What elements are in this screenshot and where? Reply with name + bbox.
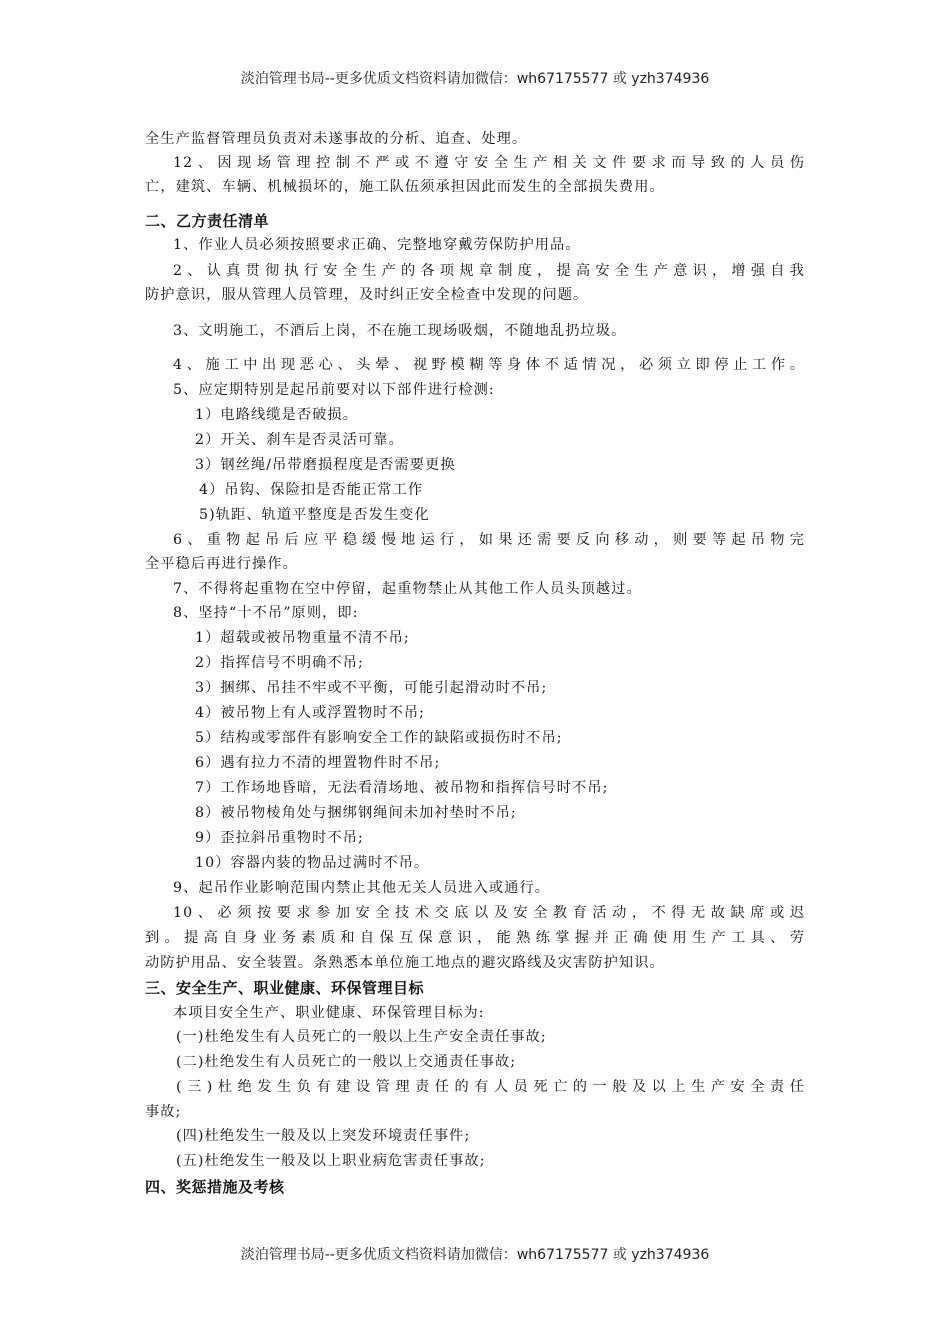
list-item: 3）捆绑、吊挂不牢或不平衡，可能引起滑动时不吊; [195,680,548,696]
list-item: 1）超载或被吊物重量不清不吊; [195,630,410,646]
list-item: (二)杜绝发生有人员死亡的一般以上交通责任事故; [176,1054,517,1070]
paragraph-line: 防护意识，服从管理人员管理，及时纠正安全检查中发现的问题。 [145,287,589,303]
paragraph-line: 7、不得将起重物在空中停留，起重物禁止从其他工作人员头顶越过。 [173,581,642,597]
section-heading: 三、安全生产、职业健康、环保管理目标 [145,979,425,997]
page-header: 淡泊管理书局--更多优质文档资料请加微信：wh67175577 或 yzh374936 [240,71,710,87]
list-item: 9）歪拉斜吊重物时不吊; [195,830,364,846]
page-footer: 淡泊管理书局--更多优质文档资料请加微信：wh67175577 或 yzh374936 [240,1247,710,1263]
list-item: 7）工作场地昏暗，无法看清场地、被吊物和指挥信号时不吊; [195,780,609,796]
list-item: (五)杜绝发生一般及以上职业病危害责任事故; [176,1153,486,1169]
paragraph-line: 全生产监督管理员负责对未遂事故的分析、追查、处理。 [145,131,528,147]
paragraph-line: 3、文明施工，不酒后上岗，不在施工现场吸烟，不随地乱扔垃圾。 [173,323,627,339]
list-item: 2）开关、刹车是否灵活可靠。 [195,432,404,448]
list-item: (一)杜绝发生有人员死亡的一般以上生产安全责任事故; [176,1029,547,1045]
list-item: 8）被吊物棱角处与捆绑钢绳间未加衬垫时不吊; [195,805,517,821]
paragraph-line: 9、起吊作业影响范围内禁止其他无关人员进入或通行。 [173,880,551,896]
paragraph-line: 动防护用品、安全装置。条熟悉本单位施工地点的避灾路线及灾害防护知识。 [145,955,665,971]
paragraph-line: 事故; [145,1104,182,1120]
list-item: 4）被吊物上有人或浮置物时不吊; [195,705,426,721]
list-item: 5)轨距、轨道平整度是否发生变化 [199,507,430,523]
list-item: 3）钢丝绳/吊带磨损程度是否需要更换 [195,457,456,473]
section-heading: 二、乙方责任清单 [145,212,270,230]
list-item: (四)杜绝发生一般及以上突发环境责任事件; [176,1128,471,1144]
paragraph-line: 亡，建筑、车辆、机械损坏的，施工队伍须承担因此而发生的全部损失费用。 [145,179,665,195]
paragraph-line: 5、应定期特别是起吊前要对以下部件进行检测: [173,382,495,398]
list-item: 5）结构或零部件有影响安全工作的缺陷或损伤时不吊; [195,730,563,746]
paragraph-line: 12、因现场管理控制不严或不遵守安全生产相关文件要求而导致的人员伤 [173,155,805,171]
paragraph-line: 本项目安全生产、职业健康、环保管理目标为: [173,1005,485,1021]
paragraph-line: 1、作业人员必须按照要求正确、完整地穿戴劳保防护用品。 [173,237,581,253]
list-item: (三)杜绝发生负有建设管理责任的有人员死亡的一般及以上生产安全责任 [176,1079,805,1095]
paragraph-line: 全平稳后再进行操作。 [145,556,298,572]
list-item: 10）容器内装的物品过满时不吊。 [195,855,430,871]
paragraph-line: 2、认真贯彻执行安全生产的各项规章制度，提高安全生产意识，增强自我 [173,263,805,279]
list-item: 6）遇有拉力不清的埋置物件时不吊; [195,755,441,771]
paragraph-line: 8、坚持“十不吊”原则，即: [173,605,359,621]
section-heading: 四、奖惩措施及考核 [145,1178,285,1196]
paragraph-line: 10、必须按要求参加安全技术交底以及安全教育活动，不得无故缺席或迟 [173,905,805,921]
list-item: 2）指挥信号不明确不吊; [195,655,364,671]
paragraph-line: 4、施工中出现恶心、头晕、视野模糊等身体不适情况，必须立即停止工作。 [173,357,805,373]
paragraph-line: 到。提高自身业务素质和自保互保意识，能熟练掌握并正确使用生产工具、劳 [145,930,805,946]
list-item: 4）吊钩、保险扣是否能正常工作 [199,482,424,498]
list-item: 1）电路线缆是否破损。 [195,407,359,423]
paragraph-line: 6、重物起吊后应平稳缓慢地运行，如果还需要反向移动，则要等起吊物完 [173,532,805,548]
